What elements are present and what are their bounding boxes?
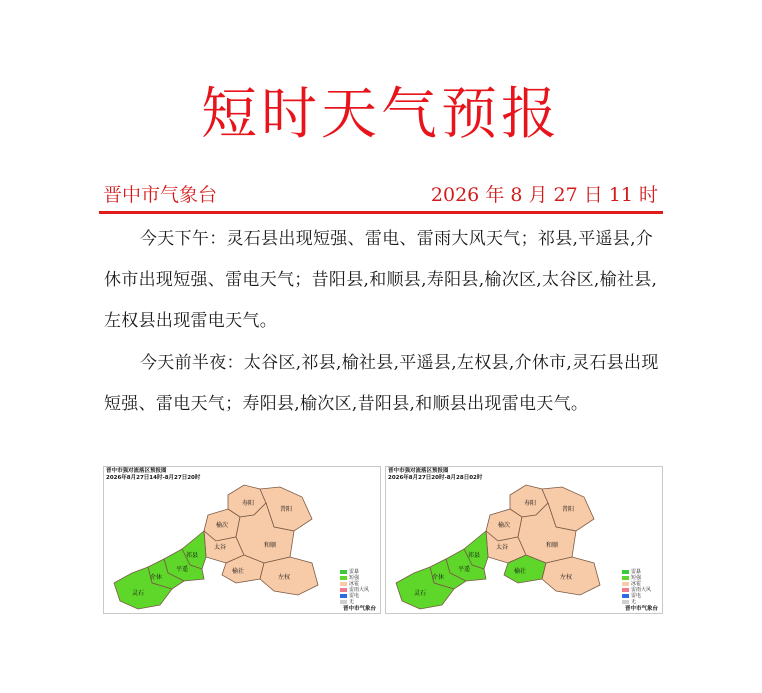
label-lingshi: 灵石 <box>413 590 427 597</box>
label-yuci: 榆次 <box>215 522 229 529</box>
label-yuci: 榆次 <box>497 522 511 529</box>
map-footer: 晋中市气象台 <box>624 606 658 612</box>
legend-hail: 冰雹 <box>349 581 360 587</box>
legend-lightning: 雷电 <box>349 593 360 599</box>
map-time-range: 2026年8月27日14时-8月27日20时 <box>106 475 201 481</box>
issue-date: 2026 年 8 月 27 日 11 时 <box>430 184 658 206</box>
label-jiexiu: 介休 <box>431 574 445 581</box>
forecast-map-evening <box>385 466 663 614</box>
label-qixian: 祁县 <box>185 552 199 559</box>
forecast-map-afternoon <box>103 466 381 614</box>
label-heshun: 和顺 <box>263 542 277 549</box>
legend-heavy-rain: 短强 <box>349 575 360 581</box>
legend-hail: 冰雹 <box>631 581 642 587</box>
label-xiyang: 昔阳 <box>279 506 293 513</box>
legend-heavy-rain: 短强 <box>631 575 642 581</box>
label-zuoquan: 左权 <box>559 574 573 581</box>
forecast-evening: 今天前半夜：太谷区,祁县,榆社县,平遥县,左权县,介休市,灵石县出现短强、雷电天气；寿阳县,榆次区,昔阳县,和顺县出现雷电天气。 <box>104 353 659 414</box>
legend-lightning: 雷电 <box>631 593 642 599</box>
label-heshun: 和顺 <box>545 542 559 549</box>
label-shouyang: 寿阳 <box>523 500 537 507</box>
legend-none: 无 <box>349 599 355 605</box>
legend-gale: 雷雨大风 <box>631 587 652 593</box>
county-map <box>104 467 380 613</box>
map-title: 晋中市强对流落区预报图 <box>106 468 167 474</box>
label-pingyao: 平遥 <box>175 566 189 573</box>
label-jiexiu: 介休 <box>149 574 163 581</box>
map-title: 晋中市强对流落区预报图 <box>388 468 449 474</box>
map-time-range: 2026年8月27日20时-8月28日02时 <box>388 475 483 481</box>
label-yushe: 榆社 <box>231 568 245 575</box>
legend-thunderstorm: 雷暴 <box>349 569 360 575</box>
label-pingyao: 平遥 <box>457 566 471 573</box>
county-map <box>386 467 662 613</box>
map-legend <box>340 569 369 605</box>
map-footer: 晋中市气象台 <box>342 606 376 612</box>
label-lingshi: 灵石 <box>131 590 145 597</box>
legend-thunderstorm: 雷暴 <box>631 569 642 575</box>
label-zuoquan: 左权 <box>277 574 291 581</box>
label-yushe: 榆社 <box>513 568 527 575</box>
issuing-organization: 晋中市气象台 <box>103 184 218 206</box>
label-shouyang: 寿阳 <box>241 500 255 507</box>
page-title: 短时天气预报 <box>201 82 561 147</box>
forecast-afternoon: 今天下午：灵石县出现短强、雷电、雷雨大风天气；祁县,平遥县,介休市出现短强、雷电天气；昔阳县,和顺县,寿阳县,榆次区,太谷区,榆社县,左权县出现雷电天气。 <box>104 229 658 331</box>
label-qixian: 祁县 <box>467 552 481 559</box>
legend-none: 无 <box>631 599 637 605</box>
header-divider <box>99 211 663 214</box>
map-legend <box>622 569 651 605</box>
label-xiyang: 昔阳 <box>561 506 575 513</box>
legend-gale: 雷雨大风 <box>349 587 370 593</box>
label-taigu: 太谷 <box>213 544 227 551</box>
label-taigu: 太谷 <box>495 544 509 551</box>
